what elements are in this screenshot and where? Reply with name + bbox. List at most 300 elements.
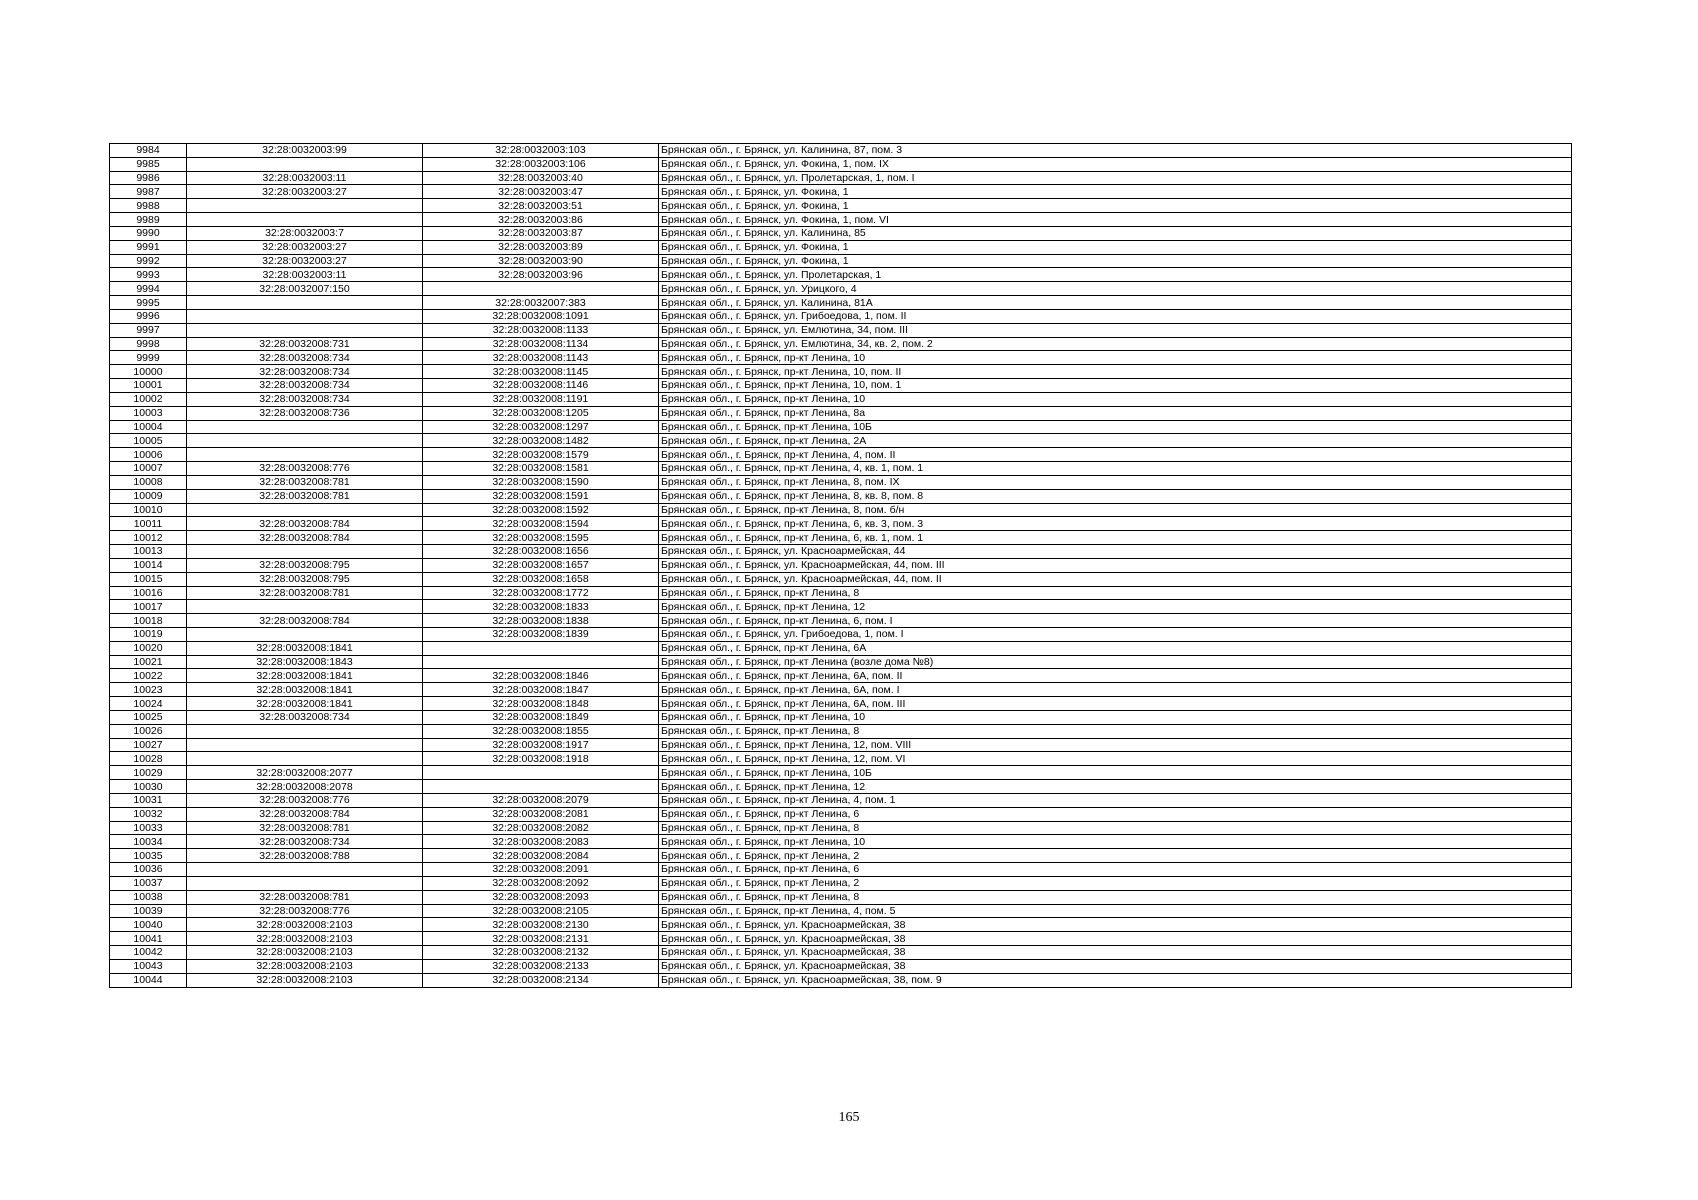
row-number-cell: 10023	[110, 683, 187, 697]
parcel-number-cell	[187, 876, 423, 890]
object-number-cell: 32:28:0032008:1579	[423, 448, 659, 462]
parcel-number-cell: 32:28:0032008:2103	[187, 959, 423, 973]
table-row	[110, 932, 1572, 946]
row-number-cell: 10030	[110, 780, 187, 794]
object-number-cell: 32:28:0032003:96	[423, 268, 659, 282]
row-number-cell: 10018	[110, 614, 187, 628]
table-row	[110, 282, 1572, 296]
object-number-cell: 32:28:0032008:2091	[423, 863, 659, 877]
row-number-cell: 9986	[110, 171, 187, 185]
address-cell: Брянская обл., г. Брянск, ул. Грибоедова, 1, пом. II	[659, 309, 1572, 323]
parcel-number-cell	[187, 724, 423, 738]
parcel-number-cell: 32:28:0032008:788	[187, 849, 423, 863]
address-cell: Брянская обл., г. Брянск, пр-кт Ленина, 2	[659, 876, 1572, 890]
table-row	[110, 738, 1572, 752]
parcel-number-cell: 32:28:0032008:784	[187, 807, 423, 821]
address-cell: Брянская обл., г. Брянск, ул. Красноармейская, 44, пом. III	[659, 558, 1572, 572]
row-number-cell: 10025	[110, 710, 187, 724]
object-number-cell: 32:28:0032003:89	[423, 240, 659, 254]
row-number-cell: 9988	[110, 199, 187, 213]
table-row	[110, 655, 1572, 669]
row-number-cell: 9996	[110, 309, 187, 323]
address-cell: Брянская обл., г. Брянск, пр-кт Ленина, 10Б	[659, 420, 1572, 434]
row-number-cell: 10042	[110, 946, 187, 960]
parcel-number-cell: 32:28:0032008:1841	[187, 669, 423, 683]
table-row	[110, 351, 1572, 365]
object-number-cell: 32:28:0032008:1848	[423, 697, 659, 711]
object-number-cell: 32:28:0032008:2134	[423, 973, 659, 987]
table-row	[110, 876, 1572, 890]
cadastral-table	[109, 143, 1572, 988]
object-number-cell: 32:28:0032008:1595	[423, 531, 659, 545]
object-number-cell: 32:28:0032003:51	[423, 199, 659, 213]
object-number-cell: 32:28:0032003:90	[423, 254, 659, 268]
parcel-number-cell: 32:28:0032003:27	[187, 240, 423, 254]
parcel-number-cell	[187, 752, 423, 766]
address-cell: Брянская обл., г. Брянск, пр-кт Ленина, 12	[659, 780, 1572, 794]
parcel-number-cell: 32:28:0032008:781	[187, 586, 423, 600]
table-row	[110, 337, 1572, 351]
table-row	[110, 807, 1572, 821]
parcel-number-cell	[187, 448, 423, 462]
table-row	[110, 586, 1572, 600]
row-number-cell: 9999	[110, 351, 187, 365]
address-cell: Брянская обл., г. Брянск, пр-кт Ленина, 4, пом. 5	[659, 904, 1572, 918]
address-cell: Брянская обл., г. Брянск, пр-кт Ленина, 8	[659, 890, 1572, 904]
row-number-cell: 10035	[110, 849, 187, 863]
object-number-cell: 32:28:0032003:103	[423, 144, 659, 158]
row-number-cell: 10040	[110, 918, 187, 932]
object-number-cell	[423, 282, 659, 296]
address-cell: Брянская обл., г. Брянск, ул. Красноармейская, 38	[659, 959, 1572, 973]
address-cell: Брянская обл., г. Брянск, ул. Калинина, 81А	[659, 296, 1572, 310]
table-row	[110, 641, 1572, 655]
parcel-number-cell	[187, 296, 423, 310]
table-row	[110, 600, 1572, 614]
object-number-cell: 32:28:0032008:1143	[423, 351, 659, 365]
address-cell: Брянская обл., г. Брянск, ул. Пролетарская, 1	[659, 268, 1572, 282]
address-cell: Брянская обл., г. Брянск, пр-кт Ленина, 10, пом. II	[659, 365, 1572, 379]
table-row	[110, 724, 1572, 738]
table-row	[110, 545, 1572, 559]
object-number-cell: 32:28:0032008:1145	[423, 365, 659, 379]
parcel-number-cell: 32:28:0032003:7	[187, 226, 423, 240]
parcel-number-cell	[187, 545, 423, 559]
row-number-cell: 10031	[110, 793, 187, 807]
address-cell: Брянская обл., г. Брянск, ул. Фокина, 1	[659, 199, 1572, 213]
row-number-cell: 10033	[110, 821, 187, 835]
row-number-cell: 10044	[110, 973, 187, 987]
parcel-number-cell	[187, 738, 423, 752]
table-row	[110, 918, 1572, 932]
address-cell: Брянская обл., г. Брянск, пр-кт Ленина, 6	[659, 863, 1572, 877]
object-number-cell: 32:28:0032008:2132	[423, 946, 659, 960]
table-row	[110, 268, 1572, 282]
parcel-number-cell: 32:28:0032008:781	[187, 890, 423, 904]
address-cell: Брянская обл., г. Брянск, пр-кт Ленина, 10	[659, 392, 1572, 406]
parcel-number-cell: 32:28:0032008:2103	[187, 918, 423, 932]
row-number-cell: 10016	[110, 586, 187, 600]
parcel-number-cell	[187, 309, 423, 323]
address-cell: Брянская обл., г. Брянск, ул. Фокина, 1	[659, 254, 1572, 268]
object-number-cell: 32:28:0032008:2133	[423, 959, 659, 973]
address-cell: Брянская обл., г. Брянск, пр-кт Ленина, 10	[659, 710, 1572, 724]
table-row	[110, 946, 1572, 960]
object-number-cell: 32:28:0032003:86	[423, 213, 659, 227]
table-row	[110, 793, 1572, 807]
object-number-cell: 32:28:0032008:1839	[423, 627, 659, 641]
table-row	[110, 213, 1572, 227]
object-number-cell: 32:28:0032008:1297	[423, 420, 659, 434]
table-row	[110, 863, 1572, 877]
table-body	[110, 144, 1572, 988]
table-row	[110, 475, 1572, 489]
parcel-number-cell: 32:28:0032003:27	[187, 185, 423, 199]
row-number-cell: 10011	[110, 517, 187, 531]
address-cell: Брянская обл., г. Брянск, пр-кт Ленина, 12, пом. VIII	[659, 738, 1572, 752]
parcel-number-cell	[187, 434, 423, 448]
parcel-number-cell: 32:28:0032008:1843	[187, 655, 423, 669]
table-row	[110, 904, 1572, 918]
address-cell: Брянская обл., г. Брянск, ул. Грибоедова, 1, пом. I	[659, 627, 1572, 641]
object-number-cell: 32:28:0032008:2084	[423, 849, 659, 863]
parcel-number-cell: 32:28:0032008:776	[187, 793, 423, 807]
table-row	[110, 821, 1572, 835]
row-number-cell: 10029	[110, 766, 187, 780]
table-row	[110, 185, 1572, 199]
parcel-number-cell: 32:28:0032008:2103	[187, 932, 423, 946]
parcel-number-cell: 32:28:0032008:2077	[187, 766, 423, 780]
parcel-number-cell: 32:28:0032008:776	[187, 904, 423, 918]
row-number-cell: 10041	[110, 932, 187, 946]
parcel-number-cell: 32:28:0032007:150	[187, 282, 423, 296]
row-number-cell: 10001	[110, 379, 187, 393]
table-row	[110, 517, 1572, 531]
address-cell: Брянская обл., г. Брянск, ул. Фокина, 1	[659, 240, 1572, 254]
object-number-cell: 32:28:0032008:1833	[423, 600, 659, 614]
table-row	[110, 669, 1572, 683]
table-row	[110, 254, 1572, 268]
table-row	[110, 697, 1572, 711]
parcel-number-cell: 32:28:0032008:784	[187, 517, 423, 531]
address-cell: Брянская обл., г. Брянск, пр-кт Ленина, 10Б	[659, 766, 1572, 780]
table-row	[110, 144, 1572, 158]
page-number: 165	[838, 1110, 860, 1125]
address-cell: Брянская обл., г. Брянск, ул. Калинина, 85	[659, 226, 1572, 240]
table-row	[110, 531, 1572, 545]
row-number-cell: 10006	[110, 448, 187, 462]
parcel-number-cell	[187, 323, 423, 337]
table-row	[110, 489, 1572, 503]
parcel-number-cell: 32:28:0032008:734	[187, 379, 423, 393]
parcel-number-cell: 32:28:0032008:784	[187, 614, 423, 628]
parcel-number-cell	[187, 863, 423, 877]
address-cell: Брянская обл., г. Брянск, пр-кт Ленина, 8, пом. б/н	[659, 503, 1572, 517]
address-cell: Брянская обл., г. Брянск, пр-кт Ленина, 6, пом. I	[659, 614, 1572, 628]
object-number-cell: 32:28:0032008:1482	[423, 434, 659, 448]
row-number-cell: 9990	[110, 226, 187, 240]
parcel-number-cell	[187, 213, 423, 227]
object-number-cell: 32:28:0032008:1594	[423, 517, 659, 531]
object-number-cell: 32:28:0032008:1134	[423, 337, 659, 351]
parcel-number-cell: 32:28:0032008:795	[187, 558, 423, 572]
object-number-cell	[423, 655, 659, 669]
address-cell: Брянская обл., г. Брянск, ул. Емлютина, 34, пом. III	[659, 323, 1572, 337]
address-cell: Брянская обл., г. Брянск, ул. Калинина, 87, пом. 3	[659, 144, 1572, 158]
address-cell: Брянская обл., г. Брянск, пр-кт Ленина, 4, пом. 1	[659, 793, 1572, 807]
table-row	[110, 296, 1572, 310]
row-number-cell: 10017	[110, 600, 187, 614]
parcel-number-cell: 32:28:0032003:27	[187, 254, 423, 268]
parcel-number-cell: 32:28:0032008:2078	[187, 780, 423, 794]
row-number-cell: 9985	[110, 157, 187, 171]
row-number-cell: 10013	[110, 545, 187, 559]
table-row	[110, 434, 1572, 448]
address-cell: Брянская обл., г. Брянск, пр-кт Ленина, 8, пом. IX	[659, 475, 1572, 489]
row-number-cell: 9995	[110, 296, 187, 310]
address-cell: Брянская обл., г. Брянск, пр-кт Ленина, 8, кв. 8, пом. 8	[659, 489, 1572, 503]
parcel-number-cell: 32:28:0032003:99	[187, 144, 423, 158]
row-number-cell: 10005	[110, 434, 187, 448]
address-cell: Брянская обл., г. Брянск, пр-кт Ленина, 8а	[659, 406, 1572, 420]
object-number-cell: 32:28:0032008:1657	[423, 558, 659, 572]
object-number-cell: 32:28:0032003:47	[423, 185, 659, 199]
parcel-number-cell: 32:28:0032008:1841	[187, 641, 423, 655]
object-number-cell: 32:28:0032008:1658	[423, 572, 659, 586]
parcel-number-cell	[187, 627, 423, 641]
address-cell: Брянская обл., г. Брянск, пр-кт Ленина, 12	[659, 600, 1572, 614]
object-number-cell: 32:28:0032008:1656	[423, 545, 659, 559]
object-number-cell: 32:28:0032008:1591	[423, 489, 659, 503]
address-cell: Брянская обл., г. Брянск, пр-кт Ленина, 4, пом. II	[659, 448, 1572, 462]
object-number-cell: 32:28:0032008:1133	[423, 323, 659, 337]
parcel-number-cell	[187, 600, 423, 614]
object-number-cell: 32:28:0032003:40	[423, 171, 659, 185]
address-cell: Брянская обл., г. Брянск, пр-кт Ленина, 6А, пом. I	[659, 683, 1572, 697]
address-cell: Брянская обл., г. Брянск, пр-кт Ленина, 6	[659, 807, 1572, 821]
address-cell: Брянская обл., г. Брянск, пр-кт Ленина, 10	[659, 835, 1572, 849]
address-cell: Брянская обл., г. Брянск, ул. Красноармейская, 38	[659, 946, 1572, 960]
object-number-cell: 32:28:0032008:1590	[423, 475, 659, 489]
object-number-cell: 32:28:0032008:2130	[423, 918, 659, 932]
table-row	[110, 448, 1572, 462]
row-number-cell: 10026	[110, 724, 187, 738]
table-row	[110, 406, 1572, 420]
address-cell: Брянская обл., г. Брянск, ул. Красноармейская, 38, пом. 9	[659, 973, 1572, 987]
object-number-cell: 32:28:0032008:2093	[423, 890, 659, 904]
row-number-cell: 10032	[110, 807, 187, 821]
address-cell: Брянская обл., г. Брянск, ул. Емлютина, 34, кв. 2, пом. 2	[659, 337, 1572, 351]
row-number-cell: 10034	[110, 835, 187, 849]
table-row	[110, 365, 1572, 379]
table-row	[110, 614, 1572, 628]
table-row	[110, 226, 1572, 240]
parcel-number-cell	[187, 503, 423, 517]
table-row	[110, 240, 1572, 254]
row-number-cell: 10021	[110, 655, 187, 669]
row-number-cell: 10039	[110, 904, 187, 918]
row-number-cell: 9992	[110, 254, 187, 268]
table-row	[110, 558, 1572, 572]
address-cell: Брянская обл., г. Брянск, пр-кт Ленина, 2	[659, 849, 1572, 863]
object-number-cell: 32:28:0032008:1146	[423, 379, 659, 393]
table-row	[110, 710, 1572, 724]
table-row	[110, 157, 1572, 171]
table-row	[110, 171, 1572, 185]
object-number-cell: 32:28:0032008:2083	[423, 835, 659, 849]
object-number-cell: 32:28:0032008:1191	[423, 392, 659, 406]
row-number-cell: 10002	[110, 392, 187, 406]
table-row	[110, 462, 1572, 476]
row-number-cell: 10037	[110, 876, 187, 890]
address-cell: Брянская обл., г. Брянск, пр-кт Ленина (возле дома №8)	[659, 655, 1572, 669]
parcel-number-cell: 32:28:0032008:736	[187, 406, 423, 420]
row-number-cell: 9993	[110, 268, 187, 282]
object-number-cell: 32:28:0032008:1592	[423, 503, 659, 517]
address-cell: Брянская обл., г. Брянск, пр-кт Ленина, 4, кв. 1, пом. 1	[659, 462, 1572, 476]
parcel-number-cell: 32:28:0032008:776	[187, 462, 423, 476]
table-row	[110, 379, 1572, 393]
address-cell: Брянская обл., г. Брянск, пр-кт Ленина, 6А, пом. III	[659, 697, 1572, 711]
object-number-cell: 32:28:0032008:1847	[423, 683, 659, 697]
address-cell: Брянская обл., г. Брянск, ул. Фокина, 1, пом. IX	[659, 157, 1572, 171]
table-row	[110, 572, 1572, 586]
row-number-cell: 10000	[110, 365, 187, 379]
address-cell: Брянская обл., г. Брянск, ул. Красноармейская, 44, пом. II	[659, 572, 1572, 586]
address-cell: Брянская обл., г. Брянск, ул. Красноармейская, 38	[659, 918, 1572, 932]
table-row	[110, 835, 1572, 849]
object-number-cell: 32:28:0032008:2105	[423, 904, 659, 918]
parcel-number-cell: 32:28:0032003:11	[187, 268, 423, 282]
address-cell: Брянская обл., г. Брянск, пр-кт Ленина, 8	[659, 821, 1572, 835]
address-cell: Брянская обл., г. Брянск, ул. Красноармейская, 44	[659, 545, 1572, 559]
row-number-cell: 9997	[110, 323, 187, 337]
object-number-cell: 32:28:0032003:106	[423, 157, 659, 171]
row-number-cell: 9987	[110, 185, 187, 199]
parcel-number-cell: 32:28:0032008:734	[187, 392, 423, 406]
address-cell: Брянская обл., г. Брянск, пр-кт Ленина, 6, кв. 3, пом. 3	[659, 517, 1572, 531]
parcel-number-cell	[187, 420, 423, 434]
row-number-cell: 10038	[110, 890, 187, 904]
object-number-cell: 32:28:0032008:1846	[423, 669, 659, 683]
table-row	[110, 309, 1572, 323]
parcel-number-cell: 32:28:0032008:1841	[187, 683, 423, 697]
parcel-number-cell: 32:28:0032008:734	[187, 365, 423, 379]
address-cell: Брянская обл., г. Брянск, ул. Пролетарская, 1, пом. I	[659, 171, 1572, 185]
parcel-number-cell: 32:28:0032008:734	[187, 351, 423, 365]
object-number-cell	[423, 766, 659, 780]
row-number-cell: 10022	[110, 669, 187, 683]
row-number-cell: 10028	[110, 752, 187, 766]
object-number-cell	[423, 780, 659, 794]
address-cell: Брянская обл., г. Брянск, пр-кт Ленина, 8	[659, 724, 1572, 738]
row-number-cell: 9994	[110, 282, 187, 296]
table-row	[110, 323, 1572, 337]
row-number-cell: 10007	[110, 462, 187, 476]
table-row	[110, 959, 1572, 973]
object-number-cell: 32:28:0032008:1091	[423, 309, 659, 323]
object-number-cell: 32:28:0032008:1918	[423, 752, 659, 766]
parcel-number-cell: 32:28:0032008:781	[187, 475, 423, 489]
table-row	[110, 766, 1572, 780]
object-number-cell: 32:28:0032008:2082	[423, 821, 659, 835]
row-number-cell: 10009	[110, 489, 187, 503]
object-number-cell: 32:28:0032008:2092	[423, 876, 659, 890]
object-number-cell: 32:28:0032008:1205	[423, 406, 659, 420]
table-row	[110, 973, 1572, 987]
row-number-cell: 9989	[110, 213, 187, 227]
row-number-cell: 10014	[110, 558, 187, 572]
table-row	[110, 420, 1572, 434]
row-number-cell: 10004	[110, 420, 187, 434]
address-cell: Брянская обл., г. Брянск, ул. Фокина, 1, пом. VI	[659, 213, 1572, 227]
address-cell: Брянская обл., г. Брянск, ул. Урицкого, 4	[659, 282, 1572, 296]
table-row	[110, 752, 1572, 766]
address-cell: Брянская обл., г. Брянск, ул. Красноармейская, 38	[659, 932, 1572, 946]
object-number-cell: 32:28:0032008:1849	[423, 710, 659, 724]
parcel-number-cell	[187, 157, 423, 171]
object-number-cell: 32:28:0032008:2079	[423, 793, 659, 807]
object-number-cell	[423, 641, 659, 655]
object-number-cell: 32:28:0032008:1917	[423, 738, 659, 752]
row-number-cell: 10019	[110, 627, 187, 641]
table-row	[110, 683, 1572, 697]
address-cell: Брянская обл., г. Брянск, пр-кт Ленина, 10	[659, 351, 1572, 365]
object-number-cell: 32:28:0032008:1855	[423, 724, 659, 738]
address-cell: Брянская обл., г. Брянск, ул. Фокина, 1	[659, 185, 1572, 199]
row-number-cell: 9991	[110, 240, 187, 254]
parcel-number-cell: 32:28:0032008:781	[187, 821, 423, 835]
row-number-cell: 10015	[110, 572, 187, 586]
parcel-number-cell: 32:28:0032008:734	[187, 710, 423, 724]
row-number-cell: 9984	[110, 144, 187, 158]
address-cell: Брянская обл., г. Брянск, пр-кт Ленина, 2А	[659, 434, 1572, 448]
table-row	[110, 627, 1572, 641]
table-row	[110, 849, 1572, 863]
object-number-cell: 32:28:0032008:1772	[423, 586, 659, 600]
row-number-cell: 10003	[110, 406, 187, 420]
object-number-cell: 32:28:0032008:1838	[423, 614, 659, 628]
row-number-cell: 9998	[110, 337, 187, 351]
parcel-number-cell	[187, 199, 423, 213]
row-number-cell: 10010	[110, 503, 187, 517]
object-number-cell: 32:28:0032003:87	[423, 226, 659, 240]
parcel-number-cell: 32:28:0032003:11	[187, 171, 423, 185]
row-number-cell: 10027	[110, 738, 187, 752]
row-number-cell: 10043	[110, 959, 187, 973]
table-row	[110, 890, 1572, 904]
parcel-number-cell: 32:28:0032008:784	[187, 531, 423, 545]
address-cell: Брянская обл., г. Брянск, пр-кт Ленина, 10, пом. 1	[659, 379, 1572, 393]
row-number-cell: 10020	[110, 641, 187, 655]
parcel-number-cell: 32:28:0032008:1841	[187, 697, 423, 711]
table-row	[110, 199, 1572, 213]
parcel-number-cell: 32:28:0032008:795	[187, 572, 423, 586]
object-number-cell: 32:28:0032008:1581	[423, 462, 659, 476]
parcel-number-cell: 32:28:0032008:2103	[187, 946, 423, 960]
address-cell: Брянская обл., г. Брянск, пр-кт Ленина, 6А, пом. II	[659, 669, 1572, 683]
address-cell: Брянская обл., г. Брянск, пр-кт Ленина, 6, кв. 1, пом. 1	[659, 531, 1572, 545]
object-number-cell: 32:28:0032007:383	[423, 296, 659, 310]
table-row	[110, 780, 1572, 794]
address-cell: Брянская обл., г. Брянск, пр-кт Ленина, 8	[659, 586, 1572, 600]
parcel-number-cell: 32:28:0032008:731	[187, 337, 423, 351]
row-number-cell: 10024	[110, 697, 187, 711]
table-row	[110, 392, 1572, 406]
parcel-number-cell: 32:28:0032008:2103	[187, 973, 423, 987]
row-number-cell: 10008	[110, 475, 187, 489]
row-number-cell: 10036	[110, 863, 187, 877]
